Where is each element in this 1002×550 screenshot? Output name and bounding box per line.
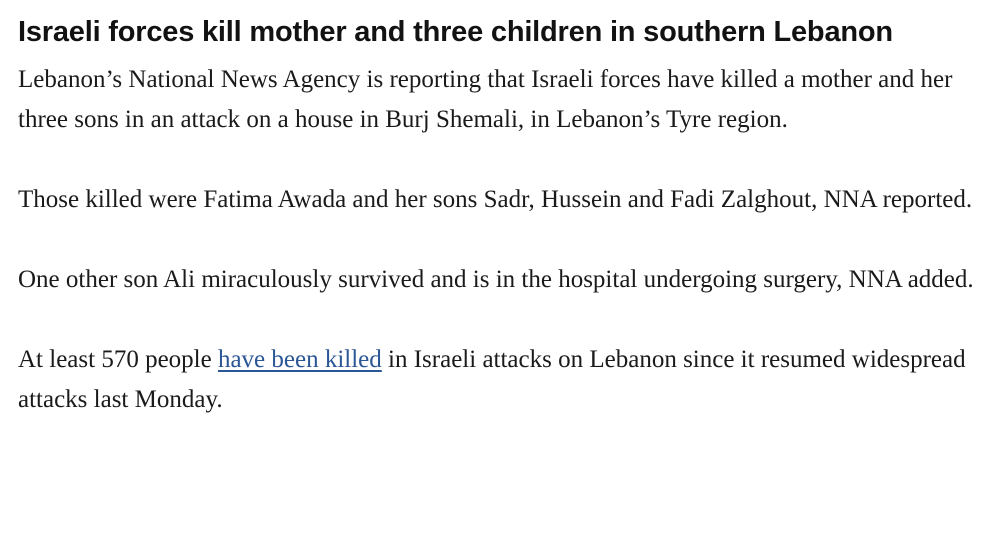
article-headline: Israeli forces kill mother and three children in southern Lebanon	[18, 16, 893, 48]
article	[18, 12, 988, 420]
article-paragraph: Those killed were Fatima Awada and her sons Sadr, Hussein and Fadi Zalghout, NNA reported.	[18, 186, 973, 213]
article-paragraph-last	[18, 340, 988, 420]
article-paragraph: One other son Ali miraculously survived and is in the hospital undergoing surgery, NNA added.	[18, 266, 974, 293]
paragraph-text-before-link: At least 570 people	[18, 346, 218, 373]
have-been-killed-link[interactable]: have been killed	[217, 346, 382, 373]
paragraph-text-after-link: in Israeli attacks on Lebanon since it resumed widespread attacks last Monday.	[18, 346, 966, 413]
article-paragraph: Lebanon’s National News Agency is reporting that Israeli forces have killed a mother and her three sons in an attack on a house in Burj Shemali, in Lebanon’s Tyre region.	[18, 66, 953, 133]
